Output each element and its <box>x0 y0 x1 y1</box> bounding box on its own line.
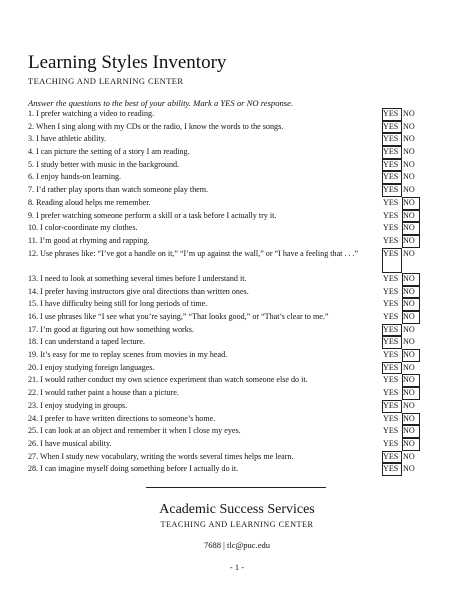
yes-option[interactable]: YES <box>382 400 402 413</box>
no-option[interactable]: NO <box>403 400 415 410</box>
no-option[interactable]: NO <box>402 413 420 426</box>
no-option[interactable]: NO <box>403 109 415 118</box>
question-number: 8. <box>28 197 35 207</box>
question-number: 15. <box>28 299 39 309</box>
question-row <box>28 222 420 235</box>
question-number: 19. <box>28 350 39 360</box>
yes-option[interactable]: YES <box>382 121 402 134</box>
question-text <box>28 362 382 375</box>
no-option[interactable]: NO <box>402 197 420 210</box>
question-number: 4. <box>28 147 35 157</box>
no-option[interactable]: NO <box>403 248 415 258</box>
question-body: I enjoy studying in groups. <box>40 400 128 410</box>
no-option[interactable]: NO <box>402 210 420 223</box>
question-row <box>28 146 420 159</box>
question-body: I have difficulty being still for long periods of time. <box>40 299 208 309</box>
question-body: It’s easy for me to replay scenes from movies in my head. <box>40 350 228 360</box>
yes-option[interactable]: YES <box>382 463 402 476</box>
question-row <box>28 235 420 248</box>
no-option[interactable]: NO <box>403 134 415 144</box>
question-body: I can picture the setting of a story I am reading. <box>36 147 190 157</box>
question-row <box>28 425 420 438</box>
document-subtitle: TEACHING AND LEARNING CENTER <box>28 76 184 86</box>
question-number: 10. <box>28 223 39 233</box>
question-number: 5. <box>28 159 35 169</box>
yes-option[interactable]: YES <box>382 362 402 375</box>
question-text <box>28 273 382 286</box>
no-option[interactable]: NO <box>403 464 415 474</box>
question-row <box>28 311 420 324</box>
yes-option[interactable]: YES <box>383 413 399 423</box>
question-number: 14. <box>28 286 39 296</box>
no-option[interactable]: NO <box>403 337 415 347</box>
question-text <box>28 311 382 324</box>
yes-option[interactable]: YES <box>383 273 399 283</box>
no-option[interactable]: NO <box>403 451 415 461</box>
yes-option[interactable]: YES <box>383 223 399 233</box>
question-text <box>28 121 382 134</box>
no-option[interactable]: NO <box>403 324 415 334</box>
question-text <box>28 438 382 451</box>
no-option[interactable]: NO <box>402 298 420 311</box>
question-number: 16. <box>28 312 39 322</box>
question-row <box>28 248 420 273</box>
no-option[interactable]: NO <box>402 374 420 387</box>
question-text <box>28 425 382 438</box>
question-number: 17. <box>28 324 39 334</box>
question-body: Reading aloud helps me remember. <box>36 197 151 207</box>
question-row <box>28 133 420 146</box>
question-body: I can imagine myself doing something before I actually do it. <box>40 464 239 474</box>
question-body: I study better with music in the background. <box>36 159 180 169</box>
question-number: 25. <box>28 426 39 436</box>
question-number: 28. <box>28 464 39 474</box>
question-body: I prefer to have written directions to someone’s home. <box>40 413 216 423</box>
question-number: 27. <box>28 451 39 461</box>
question-number: 12. <box>28 248 39 258</box>
footer-subtitle: TEACHING AND LEARNING CENTER <box>160 520 314 529</box>
question-number: 11. <box>28 235 38 245</box>
question-text <box>28 374 382 387</box>
question-body: I prefer watching a video to reading. <box>36 109 155 118</box>
question-text <box>28 451 382 464</box>
yes-option[interactable]: YES <box>382 159 402 172</box>
question-text <box>28 171 382 184</box>
question-text <box>28 298 382 311</box>
question-row <box>28 197 420 210</box>
question-row <box>28 374 420 387</box>
question-text <box>28 349 382 362</box>
yes-option[interactable]: YES <box>382 248 402 273</box>
question-text <box>28 286 382 299</box>
question-text <box>28 336 382 349</box>
yes-option[interactable]: YES <box>382 451 402 464</box>
question-text <box>28 463 382 476</box>
yes-option[interactable]: YES <box>383 210 399 220</box>
question-number: 24. <box>28 413 39 423</box>
question-text <box>28 387 382 400</box>
question-body: I use phrases like “I see what you’re saying,” “That looks good,” or “That’s clear to me.” <box>40 312 329 322</box>
no-option[interactable]: NO <box>402 387 420 400</box>
no-option[interactable]: NO <box>402 438 420 451</box>
question-body: I have athletic ability. <box>36 134 107 144</box>
question-row <box>28 349 420 362</box>
question-text <box>28 222 382 235</box>
question-text <box>28 324 382 337</box>
question-number: 23. <box>28 400 39 410</box>
yes-option[interactable]: YES <box>383 388 399 398</box>
no-option[interactable]: NO <box>403 159 415 169</box>
question-text <box>28 413 382 426</box>
yes-option[interactable]: YES <box>382 171 402 184</box>
no-option[interactable]: NO <box>402 425 420 438</box>
question-row <box>28 413 420 426</box>
question-row <box>28 362 420 375</box>
footer-title: Academic Success Services <box>159 502 315 517</box>
question-number: 9. <box>28 210 35 220</box>
yes-option[interactable]: YES <box>383 235 399 245</box>
yes-option[interactable]: YES <box>383 299 399 309</box>
question-body: I prefer having instructors give oral directions than written ones. <box>40 286 249 296</box>
no-option[interactable]: NO <box>402 222 420 235</box>
question-row <box>28 387 420 400</box>
question-row <box>28 121 420 134</box>
yes-option[interactable]: YES <box>382 336 402 349</box>
question-text <box>28 248 382 261</box>
question-number: 3. <box>28 134 35 144</box>
no-option[interactable]: NO <box>402 349 420 362</box>
question-body: I enjoy studying foreign languages. <box>40 362 155 372</box>
question-number: 22. <box>28 388 39 398</box>
question-text <box>28 108 382 121</box>
question-body: I would rather paint a house than a picture. <box>40 388 179 398</box>
question-list <box>28 108 420 476</box>
yes-option[interactable]: YES <box>383 286 399 296</box>
question-number: 13. <box>28 273 39 283</box>
question-body: Use phrases like: “I’ve got a handle on it,” “I’m up against the wall,” or “I have a feeling that . . .” <box>40 248 359 258</box>
question-row <box>28 273 420 286</box>
question-body: When I sing along with my CDs or the radio, I know the words to the songs. <box>35 121 284 131</box>
no-option[interactable]: NO <box>402 286 420 299</box>
question-body: I’m good at figuring out how something works. <box>40 324 194 334</box>
footer-contact: 7688 | tlc@puc.edu <box>204 540 270 550</box>
question-number: 20. <box>28 362 39 372</box>
question-number: 6. <box>28 172 35 182</box>
yes-option[interactable]: YES <box>382 324 402 337</box>
question-row <box>28 400 420 413</box>
question-body: I have musical ability. <box>40 438 112 448</box>
question-row <box>28 298 420 311</box>
question-row <box>28 286 420 299</box>
yes-option[interactable]: YES <box>383 312 399 322</box>
yes-option[interactable]: YES <box>382 108 402 121</box>
no-option[interactable]: NO <box>403 147 415 157</box>
question-body: I would rather conduct my own science experiment than watch someone else do it. <box>40 375 308 385</box>
question-row <box>28 171 420 184</box>
yes-option[interactable]: YES <box>383 197 399 207</box>
question-body: I can understand a taped lecture. <box>40 337 145 347</box>
question-row <box>28 108 420 121</box>
question-text <box>28 400 382 413</box>
yes-option[interactable]: YES <box>383 438 399 448</box>
document-title: Learning Styles Inventory <box>28 52 227 73</box>
page-number: - 1 - <box>229 562 245 572</box>
no-option[interactable]: NO <box>402 273 420 286</box>
question-text <box>28 197 382 210</box>
question-row <box>28 463 420 476</box>
question-row <box>28 336 420 349</box>
footer-divider <box>146 487 326 488</box>
question-number: 26. <box>28 438 39 448</box>
question-text <box>28 235 382 248</box>
no-option[interactable]: NO <box>403 121 415 131</box>
no-option[interactable]: NO <box>402 235 420 248</box>
question-body: I need to look at something several times before I understand it. <box>40 273 247 283</box>
question-row <box>28 324 420 337</box>
question-row <box>28 159 420 172</box>
question-body: When I study new vocabulary, writing the words several times helps me learn. <box>40 451 294 461</box>
no-option[interactable]: NO <box>403 185 415 195</box>
question-text <box>28 159 382 172</box>
yes-option[interactable]: YES <box>382 133 402 146</box>
question-row <box>28 210 420 223</box>
question-text <box>28 184 382 197</box>
yes-option[interactable]: YES <box>382 146 402 159</box>
question-body: I prefer watching someone perform a skill or a task before I actually try it. <box>36 210 277 220</box>
question-body: I color-coordinate my clothes. <box>40 223 138 233</box>
yes-option[interactable]: YES <box>383 426 399 436</box>
no-option[interactable]: NO <box>403 362 415 372</box>
question-row <box>28 451 420 464</box>
question-number: 2. <box>28 121 35 131</box>
instructions-text: Answer the questions to the best of your ability. Mark a YES or NO response. <box>28 98 294 108</box>
yes-option[interactable]: YES <box>383 350 399 360</box>
no-option[interactable]: NO <box>402 311 420 324</box>
question-body: I enjoy hands-on learning. <box>36 172 122 182</box>
question-text <box>28 210 382 223</box>
question-row <box>28 438 420 451</box>
yes-option[interactable]: YES <box>382 184 402 197</box>
question-number: 1. <box>28 109 35 118</box>
question-body: I’m good at rhyming and rapping. <box>39 235 150 245</box>
question-number: 18. <box>28 337 39 347</box>
question-text <box>28 133 382 146</box>
yes-option[interactable]: YES <box>383 375 399 385</box>
question-number: 7. <box>28 185 35 195</box>
question-row <box>28 184 420 197</box>
question-text <box>28 146 382 159</box>
question-body: I can look at an object and remember it when I close my eyes. <box>40 426 241 436</box>
question-number: 21. <box>28 375 39 385</box>
question-body: I’d rather play sports than watch someone play them. <box>36 185 209 195</box>
no-option[interactable]: NO <box>403 172 415 182</box>
